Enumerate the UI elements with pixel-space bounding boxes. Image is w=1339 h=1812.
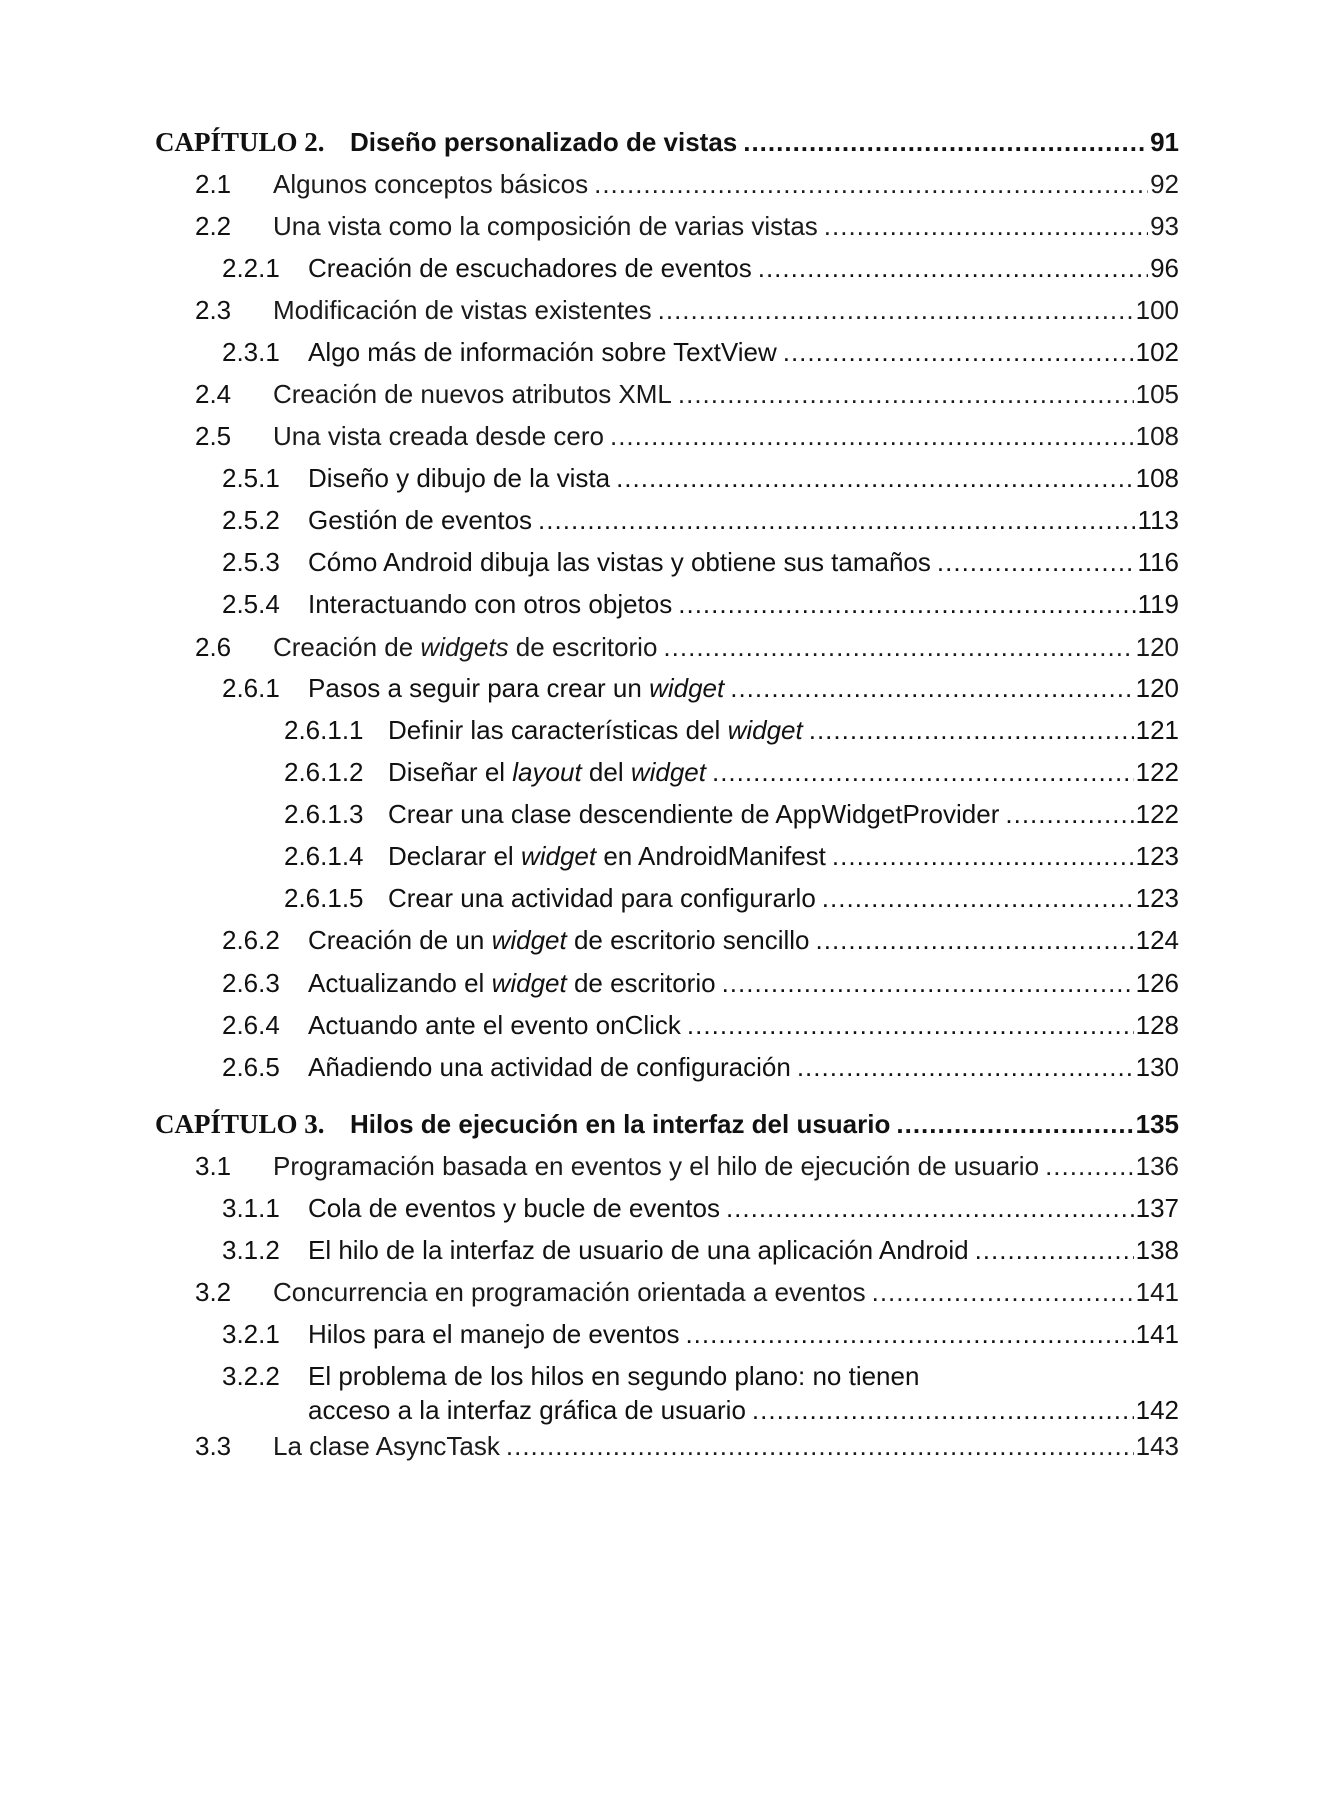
dot-leader: [1005, 794, 1133, 834]
toc-entry-title: Crear una actividad para configurarlo: [388, 883, 816, 913]
toc-entry-page-number: 123: [1135, 841, 1179, 871]
toc-entry-number: 2.6.5: [222, 1052, 280, 1082]
toc-entry-subsection: [0, 332, 1339, 372]
toc-entry-title-italic: widget: [491, 925, 567, 955]
toc-entry-subsection: [0, 584, 1339, 624]
toc-entry-page-number: 120: [1135, 632, 1179, 662]
dot-leader: [758, 248, 1148, 288]
toc-entry-page-number: 123: [1135, 883, 1179, 913]
toc-entry-line: [308, 248, 1179, 288]
dot-leader: [783, 332, 1134, 372]
toc-entry-page-number: 93: [1150, 211, 1179, 241]
toc-entry-title: Creación de escuchadores de eventos: [308, 253, 752, 283]
toc-entry-number: 2.5.2: [222, 505, 280, 535]
toc-entry-number: 3.1.1: [222, 1193, 280, 1223]
toc-entry-title: [308, 668, 724, 708]
dot-leader: [687, 1005, 1134, 1045]
dot-leader: [832, 836, 1134, 876]
toc-entry-title-italic: widget: [649, 673, 725, 703]
toc-entry-line: [273, 290, 1179, 330]
toc-entry-title-part: Definir las características del: [388, 715, 728, 745]
toc-entry-subsection: [0, 668, 1339, 708]
toc-entry-title: [388, 710, 803, 750]
toc-entry-title-italic: widget: [491, 968, 567, 998]
toc-entry-subsection: [0, 1005, 1339, 1045]
toc-entry-title-part: Declarar el: [388, 841, 521, 871]
toc-entry-page-number: 100: [1135, 295, 1179, 325]
toc-entry-title: Diseño personalizado de vistas: [350, 127, 738, 157]
toc-entry-title-part: del: [581, 757, 631, 787]
toc-entry-line: [308, 1314, 1179, 1354]
toc-entry-line: [308, 458, 1179, 498]
dot-leader: [678, 584, 1135, 624]
toc-entry-line: [308, 963, 1179, 1003]
toc-entry-number: 3.1: [195, 1151, 232, 1181]
toc-entry-title-line1: El problema de los hilos en segundo plano: no tienen: [308, 1361, 920, 1391]
toc-entry-page-number: 96: [1150, 253, 1179, 283]
toc-entry-section: [0, 1146, 1339, 1186]
toc-entry-title: Diseño y dibujo de la vista: [308, 463, 611, 493]
toc-entry-section: [0, 1272, 1339, 1312]
toc-entry-subsection: [0, 458, 1339, 498]
toc-entry-title-part: Creación de un: [308, 925, 492, 955]
toc-entry-page-number: 113: [1137, 505, 1179, 535]
toc-entry-number: 3.2: [195, 1277, 232, 1307]
toc-entry-title-part: Creación de: [273, 632, 421, 662]
toc-entry-page-number: 92: [1150, 169, 1179, 199]
toc-entry-page-number: 126: [1135, 968, 1179, 998]
toc-entry-number: 2.3.1: [222, 337, 280, 367]
toc-entry-title: Crear una clase descendiente de AppWidgetProvider: [388, 799, 1000, 829]
toc-entry-line: [308, 668, 1179, 708]
toc-entry-subsection: [0, 1047, 1339, 1087]
toc-entry-line: [273, 416, 1179, 456]
dot-leader: [896, 1104, 1133, 1144]
toc-entry-number: 3.2.1: [222, 1319, 280, 1349]
toc-entry-title-italic: widget: [727, 715, 803, 745]
toc-entry-title: Hilos para el manejo de eventos: [308, 1319, 680, 1349]
toc-entry-title-italic: layout: [512, 757, 582, 787]
toc-entry-number: 2.6.1.3: [284, 799, 364, 829]
toc-entry-page-number: 102: [1135, 337, 1179, 367]
toc-entry-line: [388, 710, 1179, 750]
toc-entry-page-number: 143: [1135, 1431, 1179, 1461]
toc-entry-number: 2.5.4: [222, 589, 280, 619]
toc-entry-line: [273, 1272, 1179, 1312]
toc-entry-line: [273, 1426, 1179, 1466]
toc-entry-line: [273, 1146, 1179, 1186]
toc-entry-section: [0, 627, 1339, 667]
dot-leader: [594, 164, 1148, 204]
toc-entry-number: 3.2.2: [222, 1361, 280, 1391]
toc-entry-title: Cómo Android dibuja las vistas y obtiene sus tamaños: [308, 547, 931, 577]
toc-entry-subsection: [0, 1356, 1339, 1436]
toc-entry-page-number: 137: [1135, 1193, 1179, 1223]
toc-entry-line: [308, 1188, 1179, 1228]
toc-entry-page-number: 142: [1135, 1395, 1179, 1425]
toc-entry-page-number: 136: [1135, 1151, 1179, 1181]
toc-entry-line: [308, 500, 1179, 540]
toc-entry-title: La clase AsyncTask: [273, 1431, 500, 1461]
toc-entry-section: [0, 290, 1339, 330]
toc-entry-page-number: 128: [1135, 1010, 1179, 1040]
toc-entry-page-number: 105: [1135, 379, 1179, 409]
toc-entry-subsubsection: [0, 878, 1339, 918]
toc-entry-page-number: 91: [1150, 127, 1179, 157]
toc-entry-title: Modificación de vistas existentes: [273, 295, 652, 325]
toc-entry-subsection: [0, 1230, 1339, 1270]
dot-leader: [824, 206, 1148, 246]
toc-entry-title: acceso a la interfaz gráfica de usuario: [308, 1395, 746, 1425]
toc-entry-line: [388, 794, 1179, 834]
toc-entry-title: Interactuando con otros objetos: [308, 589, 673, 619]
toc-entry-title: [273, 627, 657, 667]
toc-entry-title-italic: widgets: [420, 632, 509, 662]
toc-entry-subsection: [0, 248, 1339, 288]
toc-entry-chapter: [0, 122, 1339, 162]
dot-leader: [1045, 1146, 1134, 1186]
toc-entry-title: Creación de nuevos atributos XML: [273, 379, 672, 409]
toc-entry-title-part: Diseñar el: [388, 757, 513, 787]
toc-entry-line: [308, 1005, 1179, 1045]
toc-entry-title: [388, 752, 706, 792]
toc-entry-page-number: 108: [1135, 421, 1179, 451]
toc-entry-title: Programación basada en eventos y el hilo de ejecución de usuario: [273, 1151, 1040, 1181]
toc-entry-number: 2.5: [195, 421, 232, 451]
toc-entry-number: CAPÍTULO 3.: [155, 1109, 325, 1139]
dot-leader: [506, 1426, 1134, 1466]
toc-entry-page-number: 122: [1135, 757, 1179, 787]
toc-entry-chapter: [0, 1104, 1339, 1144]
toc-entry-page-number: 120: [1135, 673, 1179, 703]
toc-entry-page-number: 108: [1135, 463, 1179, 493]
toc-entry-number: 2.6.1: [222, 673, 280, 703]
toc-entry-subsection: [0, 1314, 1339, 1354]
dot-leader: [712, 752, 1134, 792]
toc-entry-number: 2.4: [195, 379, 232, 409]
dot-leader: [809, 710, 1134, 750]
toc-entry-title: Una vista como la composición de varias vistas: [273, 211, 818, 241]
toc-entry-number: 3.1.2: [222, 1235, 280, 1265]
toc-entry-number: 2.3: [195, 295, 232, 325]
toc-entry-title: Actuando ante el evento onClick: [308, 1010, 681, 1040]
toc-entry-title: Hilos de ejecución en la interfaz del usuario: [350, 1109, 891, 1139]
toc-entry-page-number: 124: [1135, 925, 1179, 955]
dot-leader: [797, 1047, 1134, 1087]
toc-entry-title: Cola de eventos y bucle de eventos: [308, 1193, 720, 1223]
toc-entry-section: [0, 374, 1339, 414]
toc-entry-number: 2.6.1.4: [284, 841, 364, 871]
toc-entry-number: 2.6: [195, 632, 232, 662]
toc-entry-subsubsection: [0, 710, 1339, 750]
dot-leader: [610, 416, 1134, 456]
toc-entry-title-part: de escritorio: [508, 632, 658, 662]
toc-entry-title-italic: widget: [630, 757, 706, 787]
toc-entry-number: 2.1: [195, 169, 232, 199]
toc-entry-line: [350, 122, 1179, 162]
toc-entry-number: 2.6.4: [222, 1010, 280, 1040]
toc-entry-subsubsection: [0, 752, 1339, 792]
toc-entry-page-number: 122: [1135, 799, 1179, 829]
dot-leader: [538, 500, 1136, 540]
toc-entry-section: [0, 416, 1339, 456]
toc-entry-line: [388, 878, 1179, 918]
toc-entry-page-number: 138: [1135, 1235, 1179, 1265]
dot-leader: [658, 290, 1134, 330]
toc-entry-title-part: en AndroidManifest: [596, 841, 826, 871]
toc-entry-line: [273, 374, 1179, 414]
dot-leader: [743, 122, 1148, 162]
toc-entry-section: [0, 164, 1339, 204]
toc-entry-line: [273, 627, 1179, 667]
dot-leader: [722, 963, 1134, 1003]
toc-entry-number: 2.6.1.1: [284, 715, 364, 745]
toc-entry-title: Algunos conceptos básicos: [273, 169, 589, 199]
toc-entry-title: Algo más de información sobre TextView: [308, 337, 777, 367]
toc-entry-line: [308, 920, 1179, 960]
toc-entry-line: [273, 206, 1179, 246]
dot-leader: [616, 458, 1134, 498]
toc-entry-number: 2.5.3: [222, 547, 280, 577]
toc-entry-line: [308, 1390, 1179, 1430]
toc-entry-subsection: [0, 920, 1339, 960]
toc-entry-page-number: 130: [1135, 1052, 1179, 1082]
toc-entry-title: Gestión de eventos: [308, 505, 533, 535]
toc-entry-subsection: [0, 1188, 1339, 1228]
toc-entry-line: [388, 836, 1179, 876]
toc-entry-page-number: 119: [1137, 589, 1179, 619]
toc-entry-number: 2.2: [195, 211, 232, 241]
toc-entry-line: [308, 332, 1179, 372]
toc-entry-section: [0, 1426, 1339, 1466]
toc-entry-subsubsection: [0, 794, 1339, 834]
toc-entry-title: [388, 836, 826, 876]
toc-entry-number: 2.6.1.5: [284, 883, 364, 913]
toc-entry-page-number: 116: [1137, 547, 1179, 577]
toc-entry-title: El hilo de la interfaz de usuario de una aplicación Android: [308, 1235, 969, 1265]
dot-leader: [678, 374, 1134, 414]
toc-entry-line: [350, 1104, 1179, 1144]
toc-entry-number: 3.3: [195, 1431, 232, 1461]
dot-leader: [822, 878, 1134, 918]
toc-entry-title-part: de escritorio sencillo: [566, 925, 810, 955]
dot-leader: [685, 1314, 1133, 1354]
dot-leader: [726, 1188, 1134, 1228]
toc-entry-title-part: de escritorio: [566, 968, 716, 998]
toc-entry-subsubsection: [0, 836, 1339, 876]
toc-entry-subsection: [0, 500, 1339, 540]
toc-entry-line: [308, 542, 1179, 582]
dot-leader: [872, 1272, 1134, 1312]
toc-entry-line: [273, 164, 1179, 204]
toc-entry-title: Concurrencia en programación orientada a eventos: [273, 1277, 866, 1307]
dot-leader: [752, 1390, 1134, 1430]
toc-entry-number: 2.2.1: [222, 253, 280, 283]
toc-entry-page-number: 141: [1135, 1277, 1179, 1307]
dot-leader: [816, 920, 1134, 960]
toc-entry-title-part: Pasos a seguir para crear un: [308, 673, 650, 703]
dot-leader: [975, 1230, 1134, 1270]
toc-entry-section: [0, 206, 1339, 246]
dot-leader: [663, 627, 1133, 667]
toc-entry-number: 2.6.1.2: [284, 757, 364, 787]
toc-entry-line: [308, 1047, 1179, 1087]
toc-entry-number: 2.6.2: [222, 925, 280, 955]
toc-entry-page-number: 141: [1135, 1319, 1179, 1349]
toc-entry-title: [308, 963, 716, 1003]
toc-entry-number: CAPÍTULO 2.: [155, 127, 325, 157]
dot-leader: [730, 668, 1133, 708]
toc-entry-title-part: Actualizando el: [308, 968, 492, 998]
dot-leader: [937, 542, 1136, 582]
toc-entry-number: 2.5.1: [222, 463, 280, 493]
toc-entry-subsection: [0, 542, 1339, 582]
toc-entry-line: [308, 1230, 1179, 1270]
toc-entry-title: [308, 920, 810, 960]
toc-entry-title-italic: widget: [520, 841, 597, 871]
toc-entry-line: [308, 584, 1179, 624]
toc-entry-page-number: 135: [1135, 1109, 1179, 1139]
toc-entry-title: Añadiendo una actividad de configuración: [308, 1052, 791, 1082]
toc-entry-title: Una vista creada desde cero: [273, 421, 604, 451]
toc-entry-line: [388, 752, 1179, 792]
toc-entry-subsection: [0, 963, 1339, 1003]
toc-entry-page-number: 121: [1135, 715, 1179, 745]
toc-entry-number: 2.6.3: [222, 968, 280, 998]
